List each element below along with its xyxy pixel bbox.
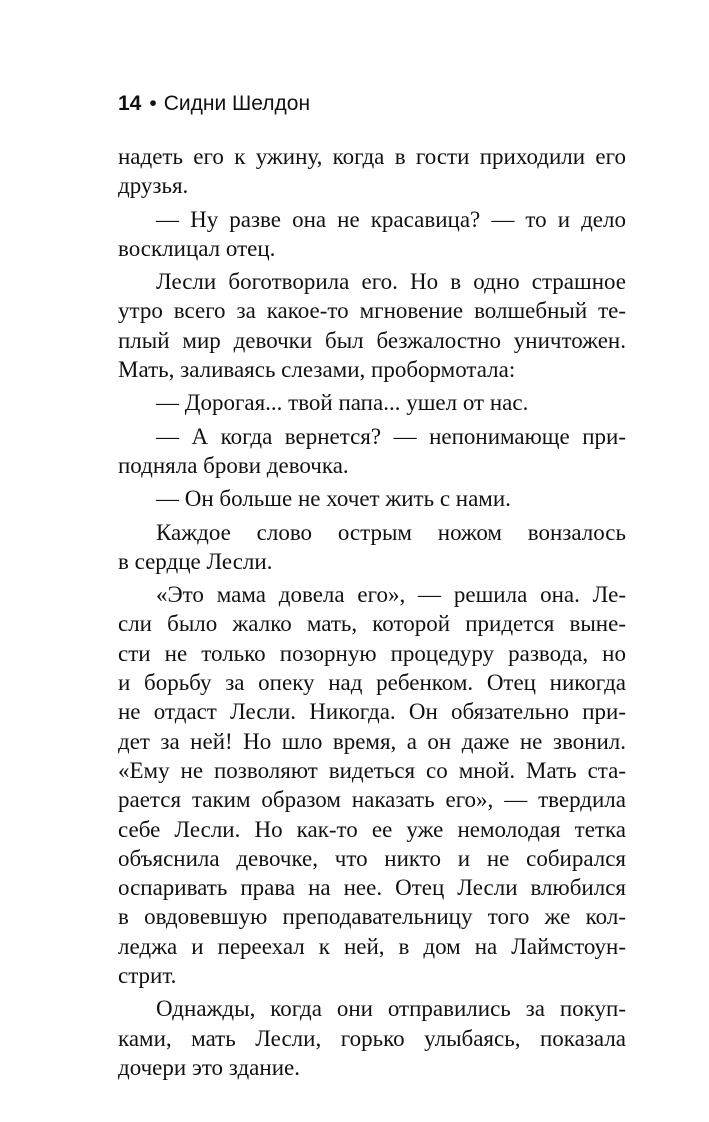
text-line: восклицал отец. — [118, 235, 276, 261]
paragraph — [118, 518, 626, 577]
text-line: оспаривать права на нее. Отец Лесли влюбился — [118, 875, 626, 901]
text-line: себе Лесли. Но как-то ее уже немолодая тетка — [118, 816, 626, 842]
paragraph — [118, 580, 626, 990]
text-line: ками, мать Лесли, горько улыбаясь, показала — [118, 1025, 626, 1051]
body-text — [118, 142, 626, 1082]
paragraph — [118, 388, 626, 417]
text-line: дочери это здание. — [118, 1054, 300, 1080]
text-line: и борьбу за опеку над ребенком. Отец никогда — [118, 670, 626, 696]
text-line: надеть его к ужину, когда в гости приходили его — [118, 144, 626, 169]
text-line: — Ну разве она не красавица? — то и дело — [156, 206, 626, 232]
text-line: — А когда вернется? — непонимающе при- — [156, 423, 626, 449]
running-head — [118, 92, 310, 116]
text-line: подняла брови девочка. — [118, 452, 349, 478]
paragraph — [118, 484, 626, 513]
paragraph — [118, 205, 626, 264]
text-line: Мать, заливаясь слезами, пробормотала: — [118, 357, 516, 383]
header-bullet: • — [149, 92, 157, 115]
text-line: сти не только позорную процедуру развода, но — [118, 640, 626, 666]
paragraph — [118, 142, 626, 201]
text-line: объяснила девочке, что никто и не собирался — [118, 845, 626, 871]
page-number: 14 — [118, 92, 142, 115]
text-line: друзья. — [118, 173, 189, 199]
paragraph — [118, 267, 626, 384]
paragraph — [118, 994, 626, 1082]
text-line: Каждое слово острым ножом вонзалось — [156, 519, 626, 545]
text-line: «Это мама довела его», — решила она. Ле- — [156, 582, 626, 608]
text-line: — Дорогая... твой папа... ушел от нас. — [156, 390, 529, 416]
text-line: рается таким образом наказать его», — твердила — [118, 787, 626, 813]
text-line: Лесли боготворила его. Но в одно страшное — [156, 269, 626, 295]
text-line: — Он больше не хочет жить с нами. — [156, 486, 511, 512]
text-line: плый мир девочки был безжалостно уничтожен. — [118, 327, 626, 353]
text-line: сли было жалко мать, которой придется выне- — [118, 611, 626, 637]
text-line: не отдаст Лесли. Никогда. Он обязательно при- — [118, 699, 626, 725]
text-line: в овдовевшую преподавательницу того же кол- — [118, 904, 626, 930]
paragraph — [118, 422, 626, 481]
header-author: Сидни Шелдон — [163, 92, 311, 115]
text-line: леджа и переехал к ней, в дом на Лаймстоун- — [118, 933, 626, 959]
text-line: утро всего за какое-то мгновение волшебный те- — [118, 298, 626, 324]
text-line: стрит. — [118, 963, 177, 989]
text-line: дет за ней! Но шло время, а он даже не звонил. — [118, 728, 626, 754]
text-line: в сердце Лесли. — [118, 548, 273, 574]
text-line: Однажды, когда они отправились за покуп- — [156, 996, 626, 1022]
text-line: «Ему не позволяют видеться со мной. Мать ста- — [118, 757, 626, 783]
